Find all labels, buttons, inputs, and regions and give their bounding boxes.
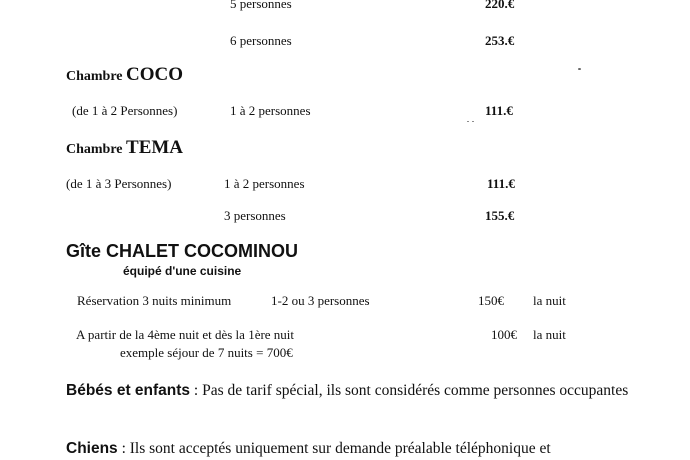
room-title-prefix: Chambre bbox=[66, 142, 123, 157]
scan-speck bbox=[578, 68, 581, 70]
room-capacity: (de 1 à 3 Personnes) bbox=[66, 176, 172, 191]
gite-rate-unit: la nuit bbox=[533, 293, 566, 308]
room-option-label: 6 personnes bbox=[230, 33, 292, 48]
room-option-label: 3 personnes bbox=[224, 208, 286, 223]
room-option-label: 1 à 2 personnes bbox=[230, 103, 311, 118]
room-title-name: COCO bbox=[126, 64, 184, 85]
room-option-price: 111.€ bbox=[485, 103, 513, 118]
gite-rate-unit: la nuit bbox=[533, 327, 566, 342]
gite-rate-desc: A partir de la 4ème nuit et dès la 1ère nuit bbox=[76, 327, 295, 342]
dogs-text: : Ils sont acceptés uniquement sur demande préalable téléphonique et bbox=[117, 440, 551, 457]
dogs-label: Chiens bbox=[66, 440, 118, 457]
gite-rate-persons: 1-2 ou 3 personnes bbox=[271, 293, 370, 308]
room-option-label: 1 à 2 personnes bbox=[224, 176, 305, 191]
scan-speck bbox=[467, 121, 469, 122]
gite-rate-price: 100€ bbox=[491, 327, 517, 342]
room-option-price: 155.€ bbox=[485, 208, 515, 223]
room-title-name: TEMA bbox=[126, 137, 184, 158]
room-option-price: 253.€ bbox=[485, 33, 515, 48]
gite-subtitle: équipé d'une cuisine bbox=[123, 264, 242, 278]
babies-note bbox=[66, 380, 666, 402]
gite-rate-desc: Réservation 3 nuits minimum bbox=[77, 293, 232, 308]
room-title-tema bbox=[66, 137, 183, 159]
gite-rate-price: 150€ bbox=[478, 293, 504, 308]
scan-speck bbox=[472, 121, 474, 122]
babies-text: : Pas de tarif spécial, ils sont considérés comme personnes occupantes bbox=[190, 382, 629, 399]
room-option-label: 5 personnes bbox=[230, 0, 292, 11]
room-title-coco bbox=[66, 64, 183, 86]
gite-example: exemple séjour de 7 nuits = 700€ bbox=[120, 345, 293, 360]
room-option-price: 111.€ bbox=[487, 176, 515, 191]
dogs-note bbox=[66, 438, 690, 460]
gite-title: Gîte CHALET COCOMINOU bbox=[66, 241, 298, 261]
room-capacity: (de 1 à 2 Personnes) bbox=[72, 103, 178, 118]
room-option-price: 220.€ bbox=[485, 0, 515, 11]
room-title-prefix: Chambre bbox=[66, 69, 123, 84]
babies-label: Bébés et enfants bbox=[66, 382, 191, 399]
